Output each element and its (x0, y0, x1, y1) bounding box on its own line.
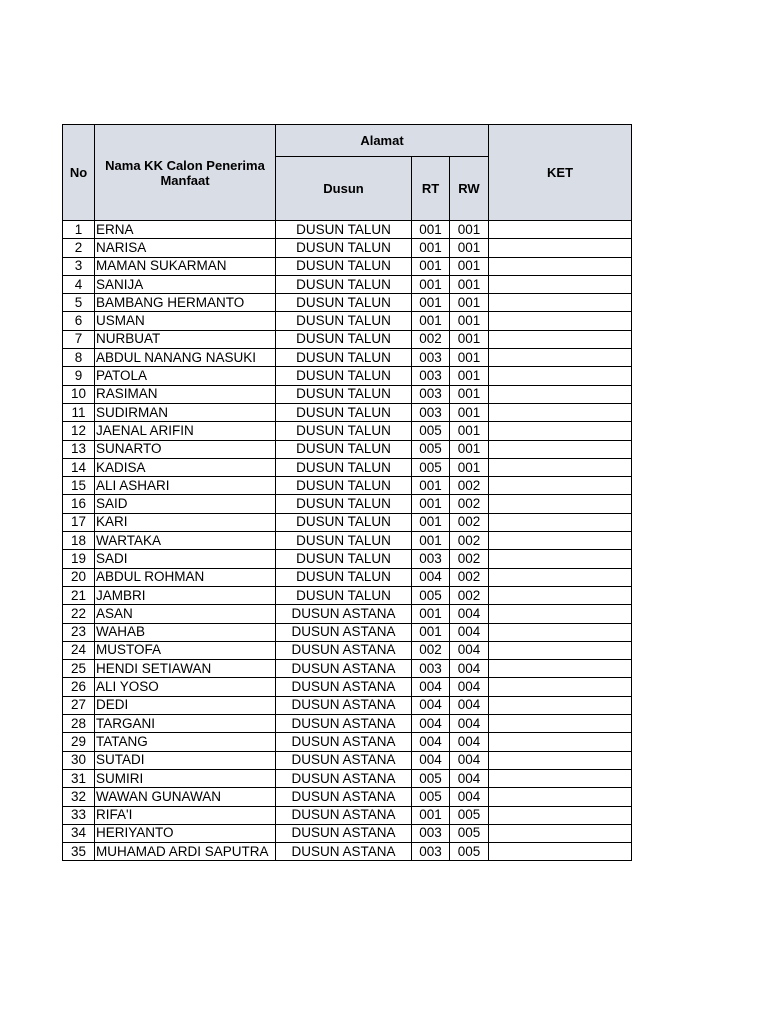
table-row (63, 257, 632, 275)
header-nama: Nama KK Calon Penerima Manfaat (95, 125, 276, 221)
cell-dusun: DUSUN ASTANA (276, 733, 412, 751)
table-row (63, 275, 632, 293)
cell-nama: PATOLA (95, 367, 276, 385)
cell-ket (489, 403, 632, 421)
cell-no: 5 (63, 294, 95, 312)
cell-nama: ALI ASHARI (95, 477, 276, 495)
cell-no: 12 (63, 422, 95, 440)
cell-no: 6 (63, 312, 95, 330)
cell-nama: ABDUL ROHMAN (95, 568, 276, 586)
cell-rt: 003 (412, 367, 450, 385)
cell-nama: WAWAN GUNAWAN (95, 788, 276, 806)
cell-ket (489, 751, 632, 769)
cell-no: 18 (63, 532, 95, 550)
cell-dusun: DUSUN TALUN (276, 532, 412, 550)
cell-dusun: DUSUN ASTANA (276, 605, 412, 623)
cell-nama: WARTAKA (95, 532, 276, 550)
cell-ket (489, 641, 632, 659)
table-row (63, 586, 632, 604)
cell-dusun: DUSUN ASTANA (276, 824, 412, 842)
cell-no: 13 (63, 440, 95, 458)
table-row (63, 678, 632, 696)
cell-ket (489, 568, 632, 586)
cell-ket (489, 294, 632, 312)
cell-rw: 005 (450, 806, 489, 824)
cell-nama: HENDI SETIAWAN (95, 660, 276, 678)
table-row (63, 696, 632, 714)
cell-ket (489, 330, 632, 348)
cell-dusun: DUSUN ASTANA (276, 641, 412, 659)
cell-no: 25 (63, 660, 95, 678)
cell-no: 1 (63, 221, 95, 239)
cell-rw: 005 (450, 843, 489, 861)
cell-no: 35 (63, 843, 95, 861)
cell-nama: USMAN (95, 312, 276, 330)
cell-rw: 002 (450, 495, 489, 513)
cell-rw: 001 (450, 257, 489, 275)
cell-rw: 004 (450, 678, 489, 696)
cell-ket (489, 715, 632, 733)
cell-rw: 001 (450, 221, 489, 239)
cell-dusun: DUSUN TALUN (276, 221, 412, 239)
cell-rt: 001 (412, 477, 450, 495)
cell-nama: ABDUL NANANG NASUKI (95, 349, 276, 367)
cell-ket (489, 696, 632, 714)
cell-dusun: DUSUN TALUN (276, 422, 412, 440)
cell-ket (489, 788, 632, 806)
cell-rt: 005 (412, 440, 450, 458)
cell-no: 11 (63, 403, 95, 421)
cell-no: 4 (63, 275, 95, 293)
cell-ket (489, 477, 632, 495)
cell-no: 20 (63, 568, 95, 586)
cell-rt: 003 (412, 385, 450, 403)
table-row (63, 403, 632, 421)
table-row (63, 294, 632, 312)
cell-nama: SUMIRI (95, 769, 276, 787)
cell-dusun: DUSUN TALUN (276, 239, 412, 257)
cell-dusun: DUSUN TALUN (276, 312, 412, 330)
table-row (63, 440, 632, 458)
cell-ket (489, 257, 632, 275)
cell-dusun: DUSUN ASTANA (276, 788, 412, 806)
cell-rt: 004 (412, 678, 450, 696)
cell-rw: 004 (450, 660, 489, 678)
table-row (63, 477, 632, 495)
cell-dusun: DUSUN ASTANA (276, 751, 412, 769)
cell-rt: 004 (412, 751, 450, 769)
cell-rt: 003 (412, 843, 450, 861)
cell-ket (489, 458, 632, 476)
table-row (63, 513, 632, 531)
cell-nama: TATANG (95, 733, 276, 751)
cell-ket (489, 806, 632, 824)
cell-rt: 005 (412, 458, 450, 476)
cell-rw: 001 (450, 367, 489, 385)
cell-nama: RIFA'I (95, 806, 276, 824)
table-row (63, 641, 632, 659)
cell-rw: 004 (450, 715, 489, 733)
cell-dusun: DUSUN ASTANA (276, 715, 412, 733)
cell-nama: MAMAN SUKARMAN (95, 257, 276, 275)
cell-ket (489, 824, 632, 842)
cell-ket (489, 513, 632, 531)
cell-no: 24 (63, 641, 95, 659)
cell-ket (489, 239, 632, 257)
cell-rt: 001 (412, 294, 450, 312)
cell-no: 34 (63, 824, 95, 842)
cell-rw: 001 (450, 294, 489, 312)
cell-rt: 004 (412, 733, 450, 751)
cell-rw: 002 (450, 550, 489, 568)
table-row (63, 330, 632, 348)
cell-ket (489, 678, 632, 696)
table-row (63, 733, 632, 751)
cell-nama: MUSTOFA (95, 641, 276, 659)
cell-nama: JAMBRI (95, 586, 276, 604)
cell-dusun: DUSUN TALUN (276, 349, 412, 367)
cell-rt: 001 (412, 312, 450, 330)
cell-dusun: DUSUN TALUN (276, 458, 412, 476)
cell-rw: 001 (450, 422, 489, 440)
cell-nama: SAID (95, 495, 276, 513)
cell-rw: 002 (450, 586, 489, 604)
cell-rt: 001 (412, 513, 450, 531)
table-row (63, 806, 632, 824)
table-row (63, 605, 632, 623)
table-row (63, 843, 632, 861)
cell-nama: ERNA (95, 221, 276, 239)
cell-nama: NURBUAT (95, 330, 276, 348)
cell-ket (489, 605, 632, 623)
cell-nama: SUNARTO (95, 440, 276, 458)
cell-rw: 004 (450, 641, 489, 659)
table-row (63, 349, 632, 367)
cell-no: 27 (63, 696, 95, 714)
table-row (63, 751, 632, 769)
cell-rw: 004 (450, 769, 489, 787)
cell-ket (489, 367, 632, 385)
cell-no: 32 (63, 788, 95, 806)
cell-nama: KADISA (95, 458, 276, 476)
cell-rw: 001 (450, 385, 489, 403)
cell-no: 10 (63, 385, 95, 403)
header-ket: KET (489, 125, 632, 221)
table-row (63, 458, 632, 476)
cell-rt: 001 (412, 532, 450, 550)
cell-rw: 004 (450, 788, 489, 806)
cell-dusun: DUSUN TALUN (276, 495, 412, 513)
cell-ket (489, 312, 632, 330)
cell-ket (489, 733, 632, 751)
cell-nama: SANIJA (95, 275, 276, 293)
cell-no: 8 (63, 349, 95, 367)
cell-dusun: DUSUN TALUN (276, 367, 412, 385)
table-row (63, 239, 632, 257)
header-rt: RT (412, 157, 450, 221)
cell-no: 22 (63, 605, 95, 623)
cell-nama: TARGANI (95, 715, 276, 733)
cell-dusun: DUSUN TALUN (276, 586, 412, 604)
cell-rw: 004 (450, 623, 489, 641)
header-alamat: Alamat (276, 125, 489, 157)
cell-nama: BAMBANG HERMANTO (95, 294, 276, 312)
cell-dusun: DUSUN TALUN (276, 385, 412, 403)
cell-no: 30 (63, 751, 95, 769)
table-row (63, 495, 632, 513)
cell-rw: 004 (450, 733, 489, 751)
cell-no: 33 (63, 806, 95, 824)
table-row (63, 623, 632, 641)
cell-no: 7 (63, 330, 95, 348)
cell-ket (489, 440, 632, 458)
cell-dusun: DUSUN TALUN (276, 440, 412, 458)
cell-nama: SADI (95, 550, 276, 568)
cell-dusun: DUSUN ASTANA (276, 769, 412, 787)
cell-no: 3 (63, 257, 95, 275)
cell-nama: ALI YOSO (95, 678, 276, 696)
cell-rw: 004 (450, 696, 489, 714)
table-body (63, 221, 632, 861)
cell-no: 23 (63, 623, 95, 641)
cell-rt: 005 (412, 788, 450, 806)
table-row (63, 422, 632, 440)
cell-rw: 001 (450, 312, 489, 330)
cell-rw: 001 (450, 458, 489, 476)
cell-rw: 002 (450, 532, 489, 550)
table-row (63, 769, 632, 787)
cell-rw: 001 (450, 403, 489, 421)
cell-ket (489, 495, 632, 513)
cell-rt: 001 (412, 605, 450, 623)
table-row (63, 715, 632, 733)
cell-dusun: DUSUN ASTANA (276, 623, 412, 641)
cell-dusun: DUSUN TALUN (276, 257, 412, 275)
cell-rt: 001 (412, 275, 450, 293)
cell-rw: 004 (450, 605, 489, 623)
cell-nama: NARISA (95, 239, 276, 257)
header-no: No (63, 125, 95, 221)
cell-no: 16 (63, 495, 95, 513)
cell-dusun: DUSUN ASTANA (276, 696, 412, 714)
table-row (63, 221, 632, 239)
cell-dusun: DUSUN TALUN (276, 568, 412, 586)
cell-dusun: DUSUN TALUN (276, 477, 412, 495)
cell-nama: KARI (95, 513, 276, 531)
cell-rw: 005 (450, 824, 489, 842)
table-row (63, 660, 632, 678)
cell-rt: 003 (412, 349, 450, 367)
cell-rt: 001 (412, 257, 450, 275)
cell-rt: 004 (412, 568, 450, 586)
table-row (63, 367, 632, 385)
cell-dusun: DUSUN TALUN (276, 330, 412, 348)
cell-no: 26 (63, 678, 95, 696)
cell-rt: 003 (412, 403, 450, 421)
cell-dusun: DUSUN ASTANA (276, 678, 412, 696)
table-row (63, 788, 632, 806)
cell-rw: 001 (450, 440, 489, 458)
cell-rt: 001 (412, 623, 450, 641)
cell-rt: 003 (412, 824, 450, 842)
cell-no: 21 (63, 586, 95, 604)
cell-ket (489, 843, 632, 861)
cell-rt: 003 (412, 550, 450, 568)
cell-nama: DEDI (95, 696, 276, 714)
cell-ket (489, 532, 632, 550)
cell-dusun: DUSUN TALUN (276, 513, 412, 531)
cell-no: 19 (63, 550, 95, 568)
cell-rt: 004 (412, 715, 450, 733)
table-row (63, 550, 632, 568)
cell-rw: 001 (450, 330, 489, 348)
cell-ket (489, 275, 632, 293)
cell-ket (489, 769, 632, 787)
cell-no: 15 (63, 477, 95, 495)
cell-nama: HERIYANTO (95, 824, 276, 842)
cell-rt: 005 (412, 422, 450, 440)
cell-rw: 001 (450, 239, 489, 257)
cell-rt: 005 (412, 769, 450, 787)
table-header (63, 125, 632, 221)
table-row (63, 824, 632, 842)
cell-ket (489, 422, 632, 440)
cell-dusun: DUSUN TALUN (276, 275, 412, 293)
cell-no: 14 (63, 458, 95, 476)
cell-dusun: DUSUN TALUN (276, 403, 412, 421)
cell-rw: 002 (450, 477, 489, 495)
cell-nama: RASIMAN (95, 385, 276, 403)
cell-ket (489, 660, 632, 678)
cell-dusun: DUSUN ASTANA (276, 660, 412, 678)
cell-ket (489, 221, 632, 239)
cell-no: 28 (63, 715, 95, 733)
cell-no: 2 (63, 239, 95, 257)
table-row (63, 312, 632, 330)
cell-nama: ASAN (95, 605, 276, 623)
table-row (63, 385, 632, 403)
cell-ket (489, 349, 632, 367)
cell-rt: 005 (412, 586, 450, 604)
cell-rt: 001 (412, 239, 450, 257)
cell-rw: 002 (450, 513, 489, 531)
cell-rt: 001 (412, 221, 450, 239)
cell-nama: WAHAB (95, 623, 276, 641)
cell-dusun: DUSUN ASTANA (276, 843, 412, 861)
cell-no: 31 (63, 769, 95, 787)
cell-no: 29 (63, 733, 95, 751)
cell-rt: 001 (412, 495, 450, 513)
cell-rt: 004 (412, 696, 450, 714)
header-rw: RW (450, 157, 489, 221)
cell-ket (489, 623, 632, 641)
table-row (63, 568, 632, 586)
cell-rw: 002 (450, 568, 489, 586)
cell-rt: 003 (412, 660, 450, 678)
cell-nama: JAENAL ARIFIN (95, 422, 276, 440)
cell-rw: 001 (450, 349, 489, 367)
cell-nama: SUDIRMAN (95, 403, 276, 421)
header-dusun: Dusun (276, 157, 412, 221)
cell-no: 9 (63, 367, 95, 385)
cell-dusun: DUSUN ASTANA (276, 806, 412, 824)
cell-dusun: DUSUN TALUN (276, 550, 412, 568)
cell-ket (489, 550, 632, 568)
cell-ket (489, 586, 632, 604)
cell-dusun: DUSUN TALUN (276, 294, 412, 312)
cell-ket (489, 385, 632, 403)
cell-no: 17 (63, 513, 95, 531)
cell-rw: 001 (450, 275, 489, 293)
beneficiary-table (62, 124, 632, 861)
cell-nama: MUHAMAD ARDI SAPUTRA (95, 843, 276, 861)
table-row (63, 532, 632, 550)
cell-nama: SUTADI (95, 751, 276, 769)
cell-rw: 004 (450, 751, 489, 769)
cell-rt: 002 (412, 641, 450, 659)
cell-rt: 002 (412, 330, 450, 348)
cell-rt: 001 (412, 806, 450, 824)
